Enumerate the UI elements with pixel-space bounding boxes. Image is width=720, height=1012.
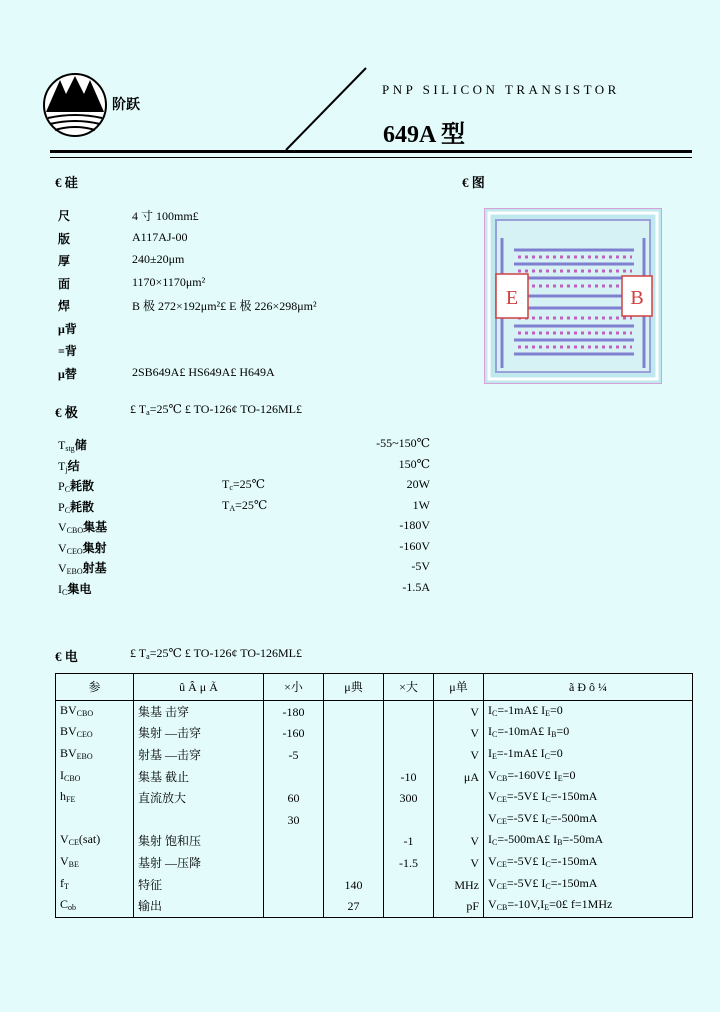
table-cell-condition: $V_{CE}=-5V£$ $I_C=-150mA$: [484, 852, 693, 874]
table-cell-name: 基射 —压降: [134, 852, 264, 874]
chip-pad-emitter: E: [505, 287, 519, 309]
table-cell-unit: [434, 787, 484, 809]
table-cell-condition: $I_C=-10mA£$ $I_B=0$: [484, 723, 693, 745]
table-cell-max: [384, 701, 434, 723]
rating-symbol: $P_C$耗散: [58, 479, 95, 494]
table-cell-typ: [324, 831, 384, 853]
table-header-row: [56, 674, 693, 701]
rating-value: -55~150℃: [376, 436, 430, 450]
table-cell-min: [264, 895, 324, 917]
rating-value: -5V: [411, 559, 430, 573]
table-row: [56, 744, 693, 766]
device-subtitle: PNP SILICON TRANSISTOR: [382, 82, 620, 97]
table-cell-symbol: $V_{BE}$: [56, 852, 134, 874]
rating-condition: $T_c=25℃$: [222, 477, 266, 492]
section-max-ratings: € 极: [55, 405, 78, 420]
rating-symbol: $V_{CEO}$集射: [58, 540, 107, 556]
table-cell-min: [264, 766, 324, 788]
table-cell-unit: pF: [434, 895, 484, 917]
table-cell-min: 30: [264, 809, 324, 831]
chip-info-value: 2SB649A£ HS649A£ H649A: [132, 364, 275, 379]
table-cell-typ: [324, 723, 384, 745]
table-cell-name: 射基 —击穿: [134, 744, 264, 766]
section-chip-info: € 硅: [55, 175, 78, 190]
chip-info-label: 焊: [58, 299, 71, 313]
table-row: [56, 874, 693, 896]
table-cell-max: [384, 874, 434, 896]
chip-pad-base: B: [630, 287, 644, 309]
table-header-cell: û Â μ Ã: [134, 674, 264, 701]
rating-value: -180V: [399, 518, 430, 532]
table-cell-condition: $V_{CE}=-5V£$ $I_C=-500mA$: [484, 809, 693, 831]
table-header-cell: ×大: [384, 674, 434, 701]
electrical-conditions: £ $T_a=25℃$ £ TO-126¢ TO-126ML£: [130, 646, 302, 661]
chip-info-label: =背: [58, 344, 77, 358]
table-cell-symbol: $BV_{CEO}$: [56, 723, 134, 745]
table-cell-max: [384, 895, 434, 917]
table-row: [56, 723, 693, 745]
table-cell-typ: 140: [324, 874, 384, 896]
table-header-cell: ã Ð ô ¼: [484, 674, 693, 701]
chip-info-label: μ替: [58, 366, 77, 381]
chip-info-label: 面: [58, 276, 71, 291]
table-cell-condition: $I_C=-1mA£$ $I_E=0$: [484, 701, 693, 723]
table-cell-condition: $I_C=-500mA£$ $I_B=-50mA$: [484, 831, 693, 853]
table-cell-symbol: $h_{FE}$: [56, 787, 134, 809]
table-cell-condition: $V_{CB}=-10V,I_E=0£$ f=1MHz: [484, 895, 693, 917]
chip-info-label: 厚: [58, 254, 71, 268]
chip-info-value: 4 寸 100mm£: [132, 209, 199, 223]
table-cell-unit: V: [434, 831, 484, 853]
header-rule-thick: [50, 150, 692, 153]
rating-symbol: $V_{CBO}$集基: [58, 520, 108, 535]
table-cell-name: 直流放大: [134, 787, 264, 809]
table-cell-min: [264, 874, 324, 896]
table-row: [56, 852, 693, 874]
table-cell-symbol: $BV_{CBO}$: [56, 701, 134, 723]
table-cell-name: [134, 809, 264, 831]
brand-name: 阶跃: [112, 98, 140, 113]
table-cell-condition: $V_{CB}=-160V£$ $I_E=0$: [484, 766, 693, 788]
rating-symbol: $V_{EBO}$射基: [58, 561, 107, 576]
table-cell-name: 输出: [134, 895, 264, 917]
table-cell-min: [264, 831, 324, 853]
table-cell-symbol: $V_{CE}(sat)$: [56, 831, 134, 853]
table-cell-name: 集基 击穿: [134, 701, 264, 723]
table-cell-max: 300: [384, 787, 434, 809]
table-row: [56, 701, 693, 723]
rating-symbol: $P_C$耗散: [58, 499, 95, 515]
rating-value: 20W: [406, 477, 430, 491]
table-cell-typ: 27: [324, 895, 384, 917]
table-cell-condition: $V_{CE}=-5V£$ $I_C=-150mA$: [484, 874, 693, 896]
table-row: [56, 895, 693, 917]
table-header-cell: 参: [56, 674, 134, 701]
table-cell-symbol: $f_T$: [56, 874, 134, 896]
chip-info-value: A117AJ-00: [132, 229, 188, 244]
chip-info-label: μ背: [58, 321, 77, 336]
table-cell-min: -160: [264, 723, 324, 745]
rating-symbol: $T_j$结: [58, 458, 80, 474]
chip-info-label: 尺: [58, 209, 71, 223]
section-chip-layout: € 图: [462, 175, 485, 190]
table-header-cell: ×小: [264, 674, 324, 701]
table-cell-unit: MHz: [434, 874, 484, 896]
table-cell-max: [384, 809, 434, 831]
table-cell-unit: V: [434, 852, 484, 874]
table-cell-symbol: $C_{ob}$: [56, 895, 134, 917]
rating-condition: $T_A=25℃$: [222, 497, 268, 513]
table-cell-name: 特征: [134, 874, 264, 896]
table-cell-condition: $I_E=-1mA£$ $I_C=0$: [484, 744, 693, 766]
rating-value: -160V: [399, 538, 430, 553]
table-cell-name: 集基 截止: [134, 766, 264, 788]
table-cell-max: [384, 744, 434, 766]
table-cell-condition: $V_{CE}=-5V£$ $I_C=-150mA$: [484, 787, 693, 809]
table-row: [56, 831, 693, 853]
table-cell-typ: [324, 787, 384, 809]
table-row: [56, 787, 693, 809]
table-row: [56, 809, 693, 831]
rating-symbol: $I_C$集电: [58, 581, 92, 597]
table-row: [56, 766, 693, 788]
max-ratings-conditions: £ $T_a=25℃$ £ TO-126¢ TO-126ML£: [130, 402, 302, 417]
table-cell-min: [264, 852, 324, 874]
table-cell-unit: μA: [434, 766, 484, 788]
table-cell-max: [384, 723, 434, 745]
header-diagonal-rule: [0, 0, 720, 160]
table-header-cell: μ典: [324, 674, 384, 701]
chip-info-value: 240±20μm: [132, 252, 185, 266]
rating-symbol: $T_{stg}$储: [58, 438, 87, 453]
table-cell-symbol: $I_{CBO}$: [56, 766, 134, 788]
table-cell-unit: [434, 809, 484, 831]
chip-layout-image: [484, 208, 662, 384]
table-cell-symbol: [56, 809, 134, 831]
table-cell-typ: [324, 701, 384, 723]
table-cell-name: 集射 —击穿: [134, 723, 264, 745]
chip-info-label: 版: [58, 231, 71, 246]
table-cell-unit: V: [434, 723, 484, 745]
table-cell-max: -10: [384, 766, 434, 788]
table-cell-name: 集射 饱和压: [134, 831, 264, 853]
electrical-characteristics-table: [55, 673, 693, 918]
table-cell-min: -5: [264, 744, 324, 766]
table-cell-typ: [324, 809, 384, 831]
table-cell-min: 60: [264, 787, 324, 809]
rating-value: -1.5A: [402, 579, 430, 594]
rating-value: 1W: [412, 497, 430, 512]
table-cell-unit: V: [434, 744, 484, 766]
table-cell-min: -180: [264, 701, 324, 723]
rating-value: 150℃: [398, 456, 430, 471]
table-cell-unit: V: [434, 701, 484, 723]
header-rule-thin: [50, 157, 692, 158]
table-cell-typ: [324, 766, 384, 788]
device-model: 649A 型: [383, 122, 466, 148]
table-cell-typ: [324, 744, 384, 766]
table-cell-typ: [324, 852, 384, 874]
table-cell-symbol: $BV_{EBO}$: [56, 744, 134, 766]
chip-info-value: B 极 272×192μm²£ E 极 226×298μm²: [132, 299, 317, 313]
table-header-cell: μ单: [434, 674, 484, 701]
chip-info-value: 1170×1170μm²: [132, 274, 206, 289]
table-cell-max: -1.5: [384, 852, 434, 874]
section-electrical: € 电: [55, 649, 78, 664]
table-cell-max: -1: [384, 831, 434, 853]
